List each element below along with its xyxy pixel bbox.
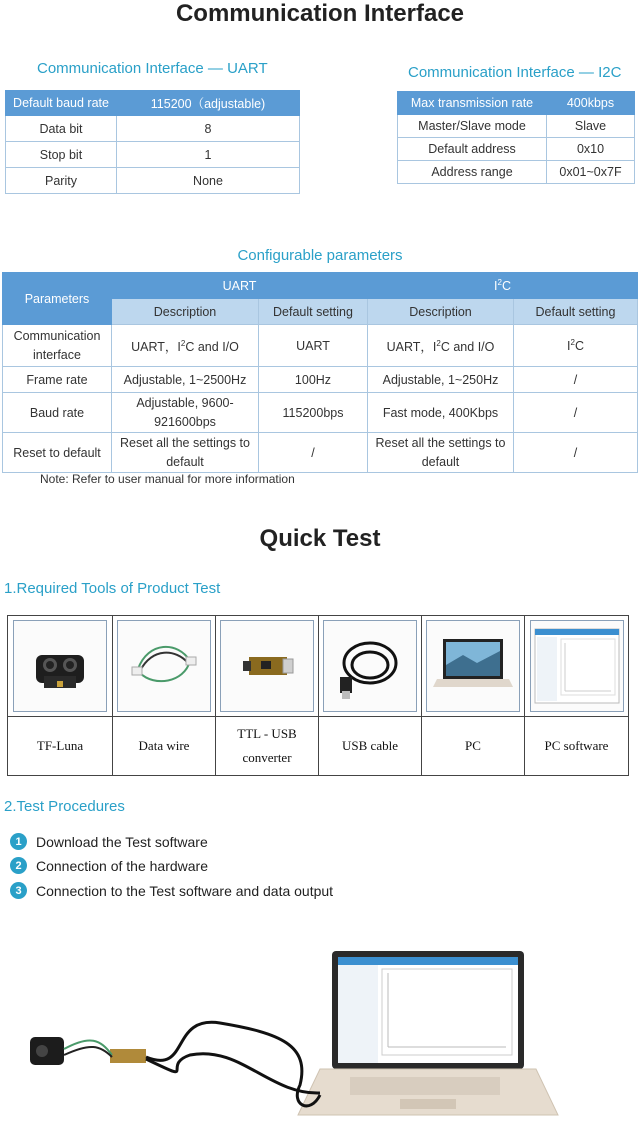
usb-cable-image [323, 620, 417, 712]
table-row: Max transmission rate 400kbps [398, 92, 635, 115]
table-row: Reset to default Reset all the settings to default / Reset all the settings to default / [3, 433, 638, 473]
page-title: Communication Interface [175, 0, 465, 27]
pc-image [426, 620, 520, 712]
table-row: Parity None [6, 168, 300, 194]
table-row: Baud rate Adjustable, 9600-921600bps 115200bps Fast mode, 400Kbps / [3, 393, 638, 433]
data-wire-image [117, 620, 211, 712]
hardware-setup-illustration [20, 945, 620, 1125]
table-row: Default address 0x10 [398, 138, 635, 161]
table-row [8, 616, 629, 717]
table-row: Communication interface UART，$I^2C$ and I/O UART UART，$I^2C$ and I/O $I^2C$ [3, 325, 638, 367]
uart-table [5, 90, 300, 194]
list-item: 1 Download the Test software [10, 833, 208, 850]
tools-title: 1.Required Tools of Product Test [4, 580, 221, 597]
list-item: 2 Connection of the hardware [10, 857, 208, 874]
config-note: Note: Refer to user manual for more information [40, 472, 295, 486]
table-row: Parameters UART $I^2C$ [3, 273, 638, 299]
config-table [2, 272, 638, 473]
table-row: Stop bit 1 [6, 142, 300, 168]
config-title: Configurable parameters [237, 247, 403, 264]
table-row: Default baud rate 115200（adjustable) [6, 91, 300, 116]
table-row: Data bit 8 [6, 116, 300, 142]
quick-test-title: Quick Test [259, 525, 381, 552]
table-row: Master/Slave mode Slave [398, 115, 635, 138]
table-row: Address range 0x01~0x7F [398, 161, 635, 184]
list-item: 3 Connection to the Test software and data output [10, 882, 333, 899]
i2c-title: Communication Interface — I2C [408, 64, 622, 81]
i2c-table [397, 91, 635, 184]
table-row: Frame rate Adjustable, 1~2500Hz 100Hz Adjustable, 1~250Hz / [3, 367, 638, 393]
ttl-usb-converter-image [220, 620, 314, 712]
i2c-header: $I^2C$ [368, 273, 638, 299]
procedures-title: 2.Test Procedures [4, 798, 125, 815]
tools-table [7, 615, 629, 776]
uart-title: Communication Interface — UART [37, 60, 268, 77]
tf-luna-image [13, 620, 107, 712]
table-row: TF-Luna Data wire TTL - USB converter USB cable PC PC software [8, 717, 629, 776]
table-row: Description Default setting Description Default setting [3, 299, 638, 325]
pc-software-image [530, 620, 624, 712]
